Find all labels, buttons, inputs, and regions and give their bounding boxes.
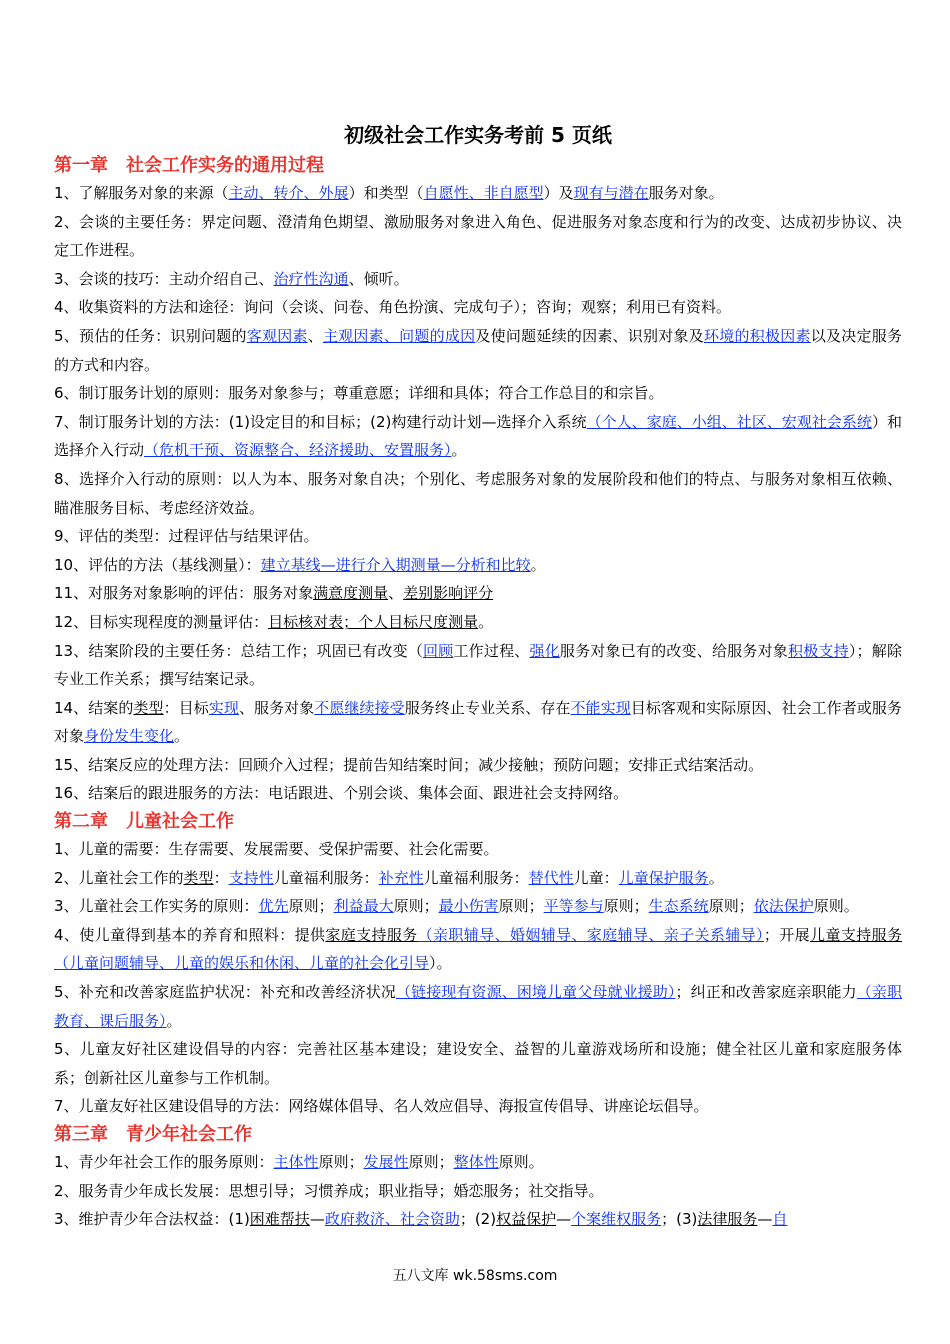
text-run: 。 [174, 727, 190, 746]
text-run: 2、会谈的主要任务：界定问题、澄清角色期望、激励服务对象进入角色、促进服务对象态度和行为的改变、达成初步协议、决定工作进程。 [54, 212, 902, 260]
underlined-term: 法律服务 [697, 1210, 758, 1229]
highlighted-term: 实现 [208, 698, 239, 717]
chapter-heading-3: 第三章 青少年社会工作 [54, 1124, 252, 1145]
highlighted-term: 客观因素 [246, 326, 308, 345]
list-item [54, 892, 902, 921]
text-run: ）和选择介入行动 [54, 412, 902, 460]
text-run: 13、结案阶段的主要任务：总结工作；巩固已有改变（ [54, 641, 424, 660]
text-run: ： [213, 868, 229, 887]
text-run: 14、结案的 [54, 698, 134, 717]
text-run: 4、收集资料的方法和途径：询问（会谈、问卷、角色扮演、完成句子）；咨询；观察；利用已有资料。 [54, 298, 732, 317]
text-run: 、 [388, 584, 404, 603]
text-run: ；(3) [661, 1210, 698, 1229]
highlighted-term: 不能实现 [570, 698, 631, 717]
highlighted-term: （亲职辅导、婚姻辅导、家庭辅导、亲子关系辅导） [417, 925, 764, 944]
text-run: 。 [708, 868, 724, 887]
highlighted-term: 主动、转介、外展 [228, 184, 349, 202]
text-run: 15、结案反应的处理方法：回顾介入过程；提前告知结案时间；减少接触；预防问题；安排正式结案活动。 [54, 755, 764, 774]
text-run: 16、结案后的跟进服务的方法：电话跟进、个别会谈、集体会面、跟进社会支持网络。 [54, 784, 629, 803]
text-run: — [309, 1210, 325, 1229]
text-run: 儿童： [573, 868, 619, 887]
text-run: 原则； [393, 897, 439, 916]
highlighted-term: （儿童问题辅导、儿童的娱乐和休闲、儿童的社会化引导 [54, 954, 430, 973]
highlighted-term: 整体性 [453, 1153, 499, 1171]
text-run: 7、制订服务计划的方法：(1)设定目的和目标；(2)构建行动计划—选择介入系统 [54, 412, 587, 431]
highlighted-term: （个人、家庭、小组、社区、宏观社会系统 [586, 412, 872, 431]
list-item [54, 608, 902, 637]
text-run: 原则； [708, 897, 754, 916]
underlined-term: 权益保护 [496, 1210, 557, 1229]
highlighted-term: 个案维权服务 [571, 1210, 662, 1229]
text-run: 原则； [288, 897, 334, 916]
underlined-term: 类型 [133, 698, 164, 717]
text-run: ；开展 [763, 925, 811, 944]
text-run: 。 [478, 612, 494, 631]
list-item [54, 322, 902, 379]
text-run: — [757, 1210, 773, 1229]
chapter-heading-2: 第二章 儿童社会工作 [54, 811, 234, 833]
text-run: 3、维护青少年合法权益：(1) [54, 1210, 250, 1229]
highlighted-term: 补充性 [378, 868, 424, 887]
highlighted-term: 替代性 [528, 868, 574, 887]
highlighted-term: （亲职教育、课后服务） [54, 983, 902, 1030]
text-run: 及使问题延续的因素、识别对象及 [475, 326, 705, 345]
highlighted-term: 环境的积极因素 [704, 326, 811, 345]
highlighted-term: 不愿继续接受 [314, 698, 405, 717]
underlined-term: 目标核对表；个人目标尺度测量 [268, 612, 479, 631]
list-item [54, 864, 902, 893]
text-run: 儿童福利服务： [273, 868, 379, 887]
text-run: 服务对象。 [648, 184, 724, 202]
list-item [54, 1092, 902, 1121]
text-run: 儿童福利服务： [423, 868, 529, 887]
text-run: 12、目标实现程度的测量评估： [54, 612, 269, 631]
highlighted-term: 儿童保护服务 [618, 868, 709, 887]
list-item [54, 978, 902, 1035]
text-run: 以及决定服务的方式和内容。 [54, 326, 902, 374]
list-item [54, 1205, 902, 1234]
list-item [54, 1177, 902, 1206]
list-item [54, 208, 902, 265]
text-run: 1、了解服务对象的来源（ [54, 184, 229, 202]
text-run: 、服务对象 [238, 698, 315, 717]
text-run: 9、评估的类型：过程评估与结果评估。 [54, 527, 319, 546]
text-run: 1、儿童的需要：生存需要、发展需要、受保护需要、社会化需要。 [54, 840, 499, 859]
list-item [54, 1035, 902, 1092]
text-run: 服务对象已有的改变、给服务对象 [559, 641, 788, 660]
underlined-term: 差别影响评分 [403, 584, 494, 603]
text-run: 5、儿童友好社区建设倡导的内容：完善社区基本建设；建设安全、益智的儿童游戏场所和设施；健全社区儿童和家庭服务体系；创新社区儿童参与工作机制。 [54, 1040, 902, 1087]
text-run: ）和类型（ [348, 184, 424, 202]
text-run: 。 [451, 441, 467, 460]
highlighted-term: 现有与潜在 [573, 184, 649, 202]
list-item [54, 379, 902, 408]
text-run: 10、评估的方法（基线测量）： [54, 555, 261, 574]
highlighted-term: （危机干预、资源整合、经济援助、安置服务） [144, 441, 452, 460]
list-item [54, 522, 902, 551]
list-item [54, 408, 902, 465]
highlighted-term: 发展性 [363, 1153, 409, 1171]
list-item [54, 751, 902, 780]
text-run: 。 [530, 555, 546, 574]
text-run: ；纠正和改善家庭亲职能力 [675, 983, 857, 1002]
text-run: 5、预估的任务：识别问题的 [54, 326, 247, 345]
highlighted-term: 主观因素、问题的成因 [322, 326, 476, 345]
list-item [54, 265, 902, 294]
underlined-term: 困难帮扶 [249, 1210, 310, 1229]
list-item [54, 579, 902, 608]
text-run: ）及 [543, 184, 574, 202]
text-run: 目标客观和实际原因、社会工作者或服务对象 [54, 698, 902, 746]
text-run: 服务终止专业关系、存在 [404, 698, 571, 717]
text-run: 3、会谈的技巧：主动介绍自己、 [54, 269, 274, 288]
text-run: 2、儿童社会工作的 [54, 868, 184, 887]
text-run: — [556, 1210, 572, 1229]
text-run: 6、制订服务计划的原则：服务对象参与；尊重意愿；详细和具体；符合工作总目的和宗旨。 [54, 384, 664, 403]
text-run: 3、儿童社会工作实务的原则： [54, 897, 259, 916]
highlighted-term: 建立基线—进行介入期测量—分析和比较 [260, 555, 531, 574]
underlined-term: 满意度测量 [313, 584, 389, 603]
chapter-heading-1: 第一章 社会工作实务的通用过程 [54, 155, 324, 176]
highlighted-term: 治疗性沟通 [273, 269, 349, 288]
document-content [54, 152, 902, 1234]
highlighted-term: 最小伤害 [438, 897, 499, 916]
list-item [54, 293, 902, 322]
text-run: 8、选择介入行动的原则：以人为本、服务对象自决；个别化、考虑服务对象的发展阶段和他们的特点、与服务对象相互依赖、瞄准服务目标、考虑经济效益。 [54, 469, 902, 517]
list-item [54, 465, 902, 522]
text-run: 原则； [498, 897, 544, 916]
text-run: 4、使儿童得到基本的养育和照料：提供 [54, 925, 326, 944]
highlighted-term: 支持性 [228, 868, 274, 887]
highlighted-term: 强化 [529, 641, 560, 660]
list-item [54, 179, 902, 208]
text-run: 1、青少年社会工作的服务原则： [54, 1153, 274, 1171]
text-run: 原则； [318, 1153, 364, 1171]
document-page [54, 120, 902, 1234]
text-run: 11、对服务对象影响的评估：服务对象 [54, 584, 314, 603]
highlighted-term: 自 [772, 1210, 788, 1229]
highlighted-term: 主体性 [273, 1153, 319, 1171]
text-run: 原则。 [498, 1153, 544, 1171]
text-run: ）；解除专业工作关系；撰写结案记录。 [54, 641, 902, 689]
text-run: ：目标 [163, 698, 209, 717]
highlighted-term: 政府救济、社会资助 [324, 1210, 460, 1229]
text-run: 。 [166, 1011, 182, 1030]
highlighted-term: 优先 [258, 897, 289, 916]
text-run: 工作过程、 [453, 641, 530, 660]
text-run: 、 [307, 326, 323, 345]
list-item [54, 1148, 902, 1177]
list-item [54, 921, 902, 978]
text-run: 原则； [408, 1153, 454, 1171]
highlighted-term: 依法保护 [753, 897, 814, 916]
text-run: ）。 [429, 954, 452, 973]
text-run: 7、儿童友好社区建设倡导的方法：网络媒体倡导、名人效应倡导、海报宣传倡导、讲座论坛倡导。 [54, 1097, 709, 1116]
list-item [54, 637, 902, 694]
list-item [54, 835, 902, 864]
highlighted-term: 生态系统 [648, 897, 709, 916]
list-item [54, 694, 902, 751]
highlighted-term: 利益最大 [333, 897, 394, 916]
highlighted-term: 积极支持 [788, 641, 849, 660]
highlighted-term: 平等参与 [543, 897, 604, 916]
highlighted-term: （链接现有资源、困境儿童父母就业援助） [395, 983, 676, 1002]
underlined-term: 类型 [183, 868, 214, 887]
text-run: ；(2) [459, 1210, 497, 1229]
list-item [54, 551, 902, 580]
text-run: 原则； [603, 897, 649, 916]
text-run: 5、补充和改善家庭监护状况：补充和改善经济状况 [54, 983, 396, 1002]
underlined-term: 儿童支持服务 [810, 925, 902, 944]
page-title: 初级社会工作实务考前 5 页纸 [344, 123, 612, 147]
underlined-term: 家庭支持服务 [325, 925, 418, 944]
highlighted-term: 自愿性、非自愿型 [423, 184, 544, 202]
page-footer: 五八文库 wk.58sms.com [392, 1268, 558, 1284]
highlighted-term: 回顾 [423, 641, 454, 660]
text-run: 、倾听。 [348, 269, 409, 288]
list-item [54, 779, 902, 808]
text-run: 原则。 [813, 897, 859, 916]
text-run: 2、服务青少年成长发展：思想引导；习惯养成；职业指导；婚恋服务；社交指导。 [54, 1181, 604, 1200]
highlighted-term: 身份发生变化 [84, 727, 175, 746]
